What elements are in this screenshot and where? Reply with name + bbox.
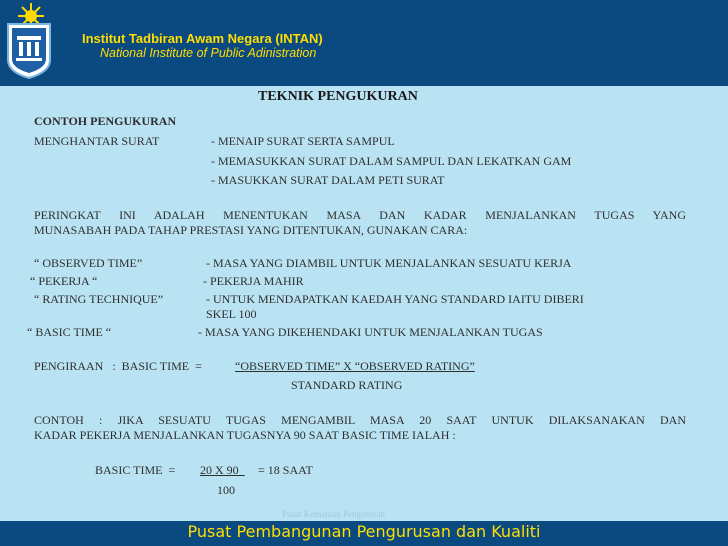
formula-denominator: STANDARD RATING xyxy=(291,378,403,392)
term-label: “ BASIC TIME “ xyxy=(27,325,112,339)
section-heading: CONTOH PENGUKURAN xyxy=(34,114,177,128)
calc-numerator: 20 X 90 xyxy=(200,463,245,477)
footer-text: Pusat Pembangunan Pengurusan dan Kualiti xyxy=(187,522,541,541)
calc-label: BASIC TIME = xyxy=(95,463,182,477)
calc-result: = 18 SAAT xyxy=(255,463,313,477)
header-banner xyxy=(0,0,728,86)
term-definition: - MASA YANG DIAMBIL UNTUK MENJALANKAN SESUATU KERJA xyxy=(206,256,572,270)
footer-ghost-text: Pusat Kemajuan Pengurusan xyxy=(282,509,385,519)
term-label: “ OBSERVED TIME” xyxy=(34,256,143,270)
footer-bar xyxy=(0,521,728,546)
slide-title: TEKNIK PENGUKURAN xyxy=(258,89,418,104)
term-definition: - MASA YANG DIKEHENDAKI UNTUK MENJALANKAN TUGAS xyxy=(198,325,543,339)
term-definition-cont: SKEL 100 xyxy=(206,307,257,321)
formula-numerator: “OBSERVED TIME” X “OBSERVED RATING” xyxy=(235,359,475,373)
example-line: CONTOH : JIKA SESUATU TUGAS MENGAMBIL MASA 20 SAAT UNTUK DILAKSANAKAN DAN xyxy=(34,413,686,427)
institute-title: Institut Tadbiran Awam Negara (INTAN) xyxy=(82,31,323,46)
task-step: - MEMASUKKAN SURAT DALAM SAMPUL DAN LEKATKAN GAM xyxy=(211,154,572,168)
formula-label: PENGIRAAN : BASIC TIME = xyxy=(34,359,205,373)
term-label: “ PEKERJA “ xyxy=(30,274,98,288)
paragraph-line: PERINGKAT INI ADALAH MENENTUKAN MASA DAN KADAR MENJALANKAN TUGAS YANG xyxy=(34,208,686,222)
term-definition: - UNTUK MENDAPATKAN KAEDAH YANG STANDARD IAITU DIBERI xyxy=(206,292,584,306)
example-line: KADAR PEKERJA MENJALANKAN TUGASNYA 90 SAAT BASIC TIME IALAH : xyxy=(34,428,456,442)
term-label: “ RATING TECHNIQUE” xyxy=(34,292,164,306)
intan-crest-icon xyxy=(6,22,52,80)
term-definition: - PEKERJA MAHIR xyxy=(203,274,304,288)
task-label: MENGHANTAR SURAT xyxy=(34,134,160,148)
institute-subtitle: National Institute of Public Adinistration xyxy=(100,46,317,60)
calc-denominator: 100 xyxy=(217,483,235,497)
task-step: - MASUKKAN SURAT DALAM PETI SURAT xyxy=(211,173,445,187)
task-step: - MENAIP SURAT SERTA SAMPUL xyxy=(211,134,395,148)
paragraph-line: MUNASABAH PADA TAHAP PRESTASI YANG DITENTUKAN, GUNAKAN CARA: xyxy=(34,223,468,237)
